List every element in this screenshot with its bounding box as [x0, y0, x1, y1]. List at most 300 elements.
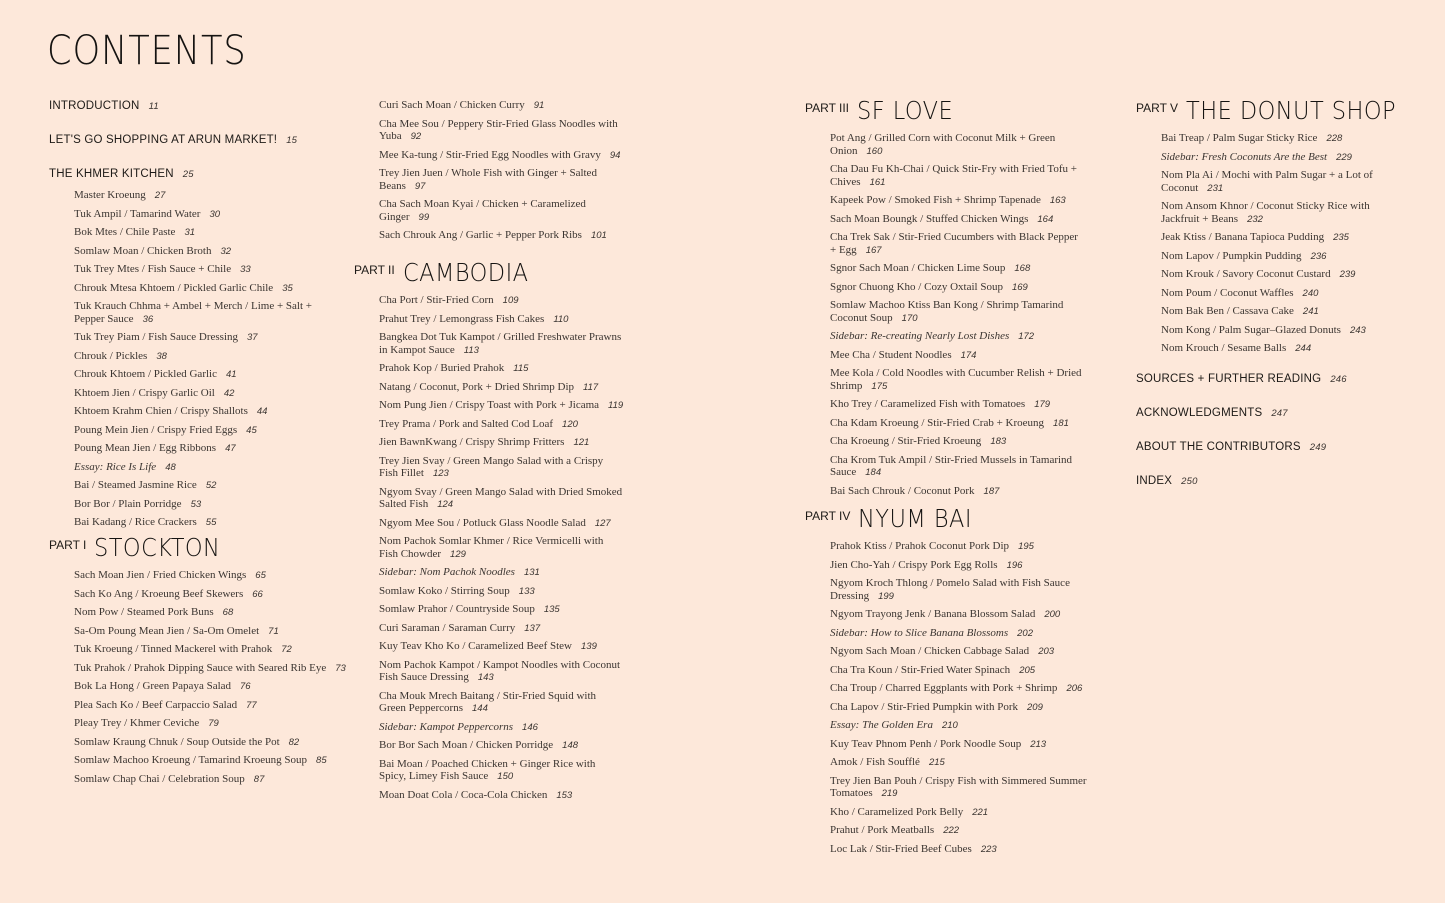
toc-entry-recipe[interactable] [74, 424, 324, 438]
toc-entry-recipe[interactable] [379, 603, 624, 617]
toc-entry-recipe[interactable] [74, 699, 359, 713]
page-number: 131 [523, 567, 540, 578]
entry-title: Tuk Krauch Chhma + Ambel + Merch / Lime + Salt + Pepper Sauce [74, 300, 312, 325]
toc-entry-recipe[interactable] [379, 436, 624, 450]
page-number: 48 [165, 461, 176, 473]
entry-label: ACKNOWLEDGMENTS [1136, 407, 1263, 419]
toc-entry-recipe[interactable] [379, 99, 624, 113]
toc-entry-essay[interactable] [379, 721, 624, 735]
part-label: PART I [49, 538, 87, 552]
toc-entry-recipe[interactable] [1161, 169, 1376, 195]
page-number: 199 [878, 590, 894, 602]
toc-entry-recipe[interactable] [74, 662, 359, 676]
toc-entry-recipe[interactable] [1161, 268, 1376, 282]
toc-entry-recipe[interactable] [830, 756, 1095, 770]
page-number: 246 [1330, 374, 1347, 385]
page-number: 15 [286, 135, 298, 146]
stockton-list [74, 569, 359, 791]
toc-entry-contributors[interactable] [1136, 441, 1326, 453]
page-number: 160 [866, 145, 883, 157]
entry-title: Kapeek Pow / Smoked Fish + Shrimp Tapenade [830, 194, 1041, 206]
entry-title: Tuk Trey Piam / Fish Sauce Dressing [74, 331, 239, 343]
entry-title: Trey Jien Juen / Whole Fish with Ginger + Salted Beans [379, 167, 597, 192]
entry-title: Tuk Trey Mtes / Fish Sauce + Chile [74, 263, 232, 275]
entry-title: Prahok Kop / Buried Prahok [379, 362, 505, 374]
page-number: 150 [497, 771, 514, 782]
entry-title: Somlaw Moan / Chicken Broth [74, 244, 212, 257]
entry-title: Bai Sach Chrouk / Coconut Pork [830, 484, 975, 497]
page-number: 168 [1014, 263, 1031, 274]
entry-title: Ngyom Kroch Thlong / Pomelo Salad with Fish Sauce Dressing [830, 577, 1070, 602]
page-number: 228 [1326, 133, 1343, 144]
toc-entry-recipe[interactable] [379, 313, 624, 327]
toc-entry-recipe[interactable] [74, 368, 324, 382]
page-number: 235 [1333, 232, 1349, 243]
toc-entry-recipe[interactable] [379, 381, 624, 395]
entry-title: Cha Lapov / Stir-Fried Pumpkin with Pork [830, 700, 1018, 713]
entry-title: Chrouk / Pickles [74, 349, 148, 362]
toc-entry-sources[interactable] [1136, 373, 1347, 385]
entry-title: Somlaw Machoo Kroeung / Tamarind Kroeung Soup [74, 754, 308, 766]
page-number: 206 [1066, 683, 1083, 694]
entry-title: Natang / Coconut, Pork + Dried Shrimp Dip [379, 380, 575, 393]
page-number: 174 [960, 349, 977, 361]
toc-entry-recipe[interactable] [1161, 250, 1376, 264]
toc-entry-recipe[interactable] [830, 132, 1085, 158]
entry-title: Cha Mouk Mrech Baitang / Stir-Fried Squid with Green Peppercorns [379, 689, 597, 714]
toc-entry-recipe[interactable] [830, 824, 1095, 838]
toc-entry-khmer-kitchen[interactable] [49, 168, 194, 180]
page-number: 144 [472, 703, 488, 714]
toc-entry-essay[interactable] [1161, 151, 1376, 165]
toc-entry-introduction[interactable] [49, 100, 159, 112]
toc-entry-recipe[interactable] [74, 300, 324, 326]
toc-entry-acknowledgments[interactable] [1136, 407, 1288, 419]
toc-entry-recipe[interactable] [379, 331, 624, 357]
toc-entry-recipe[interactable] [379, 455, 624, 481]
page-number: 42 [223, 387, 235, 399]
page-number: 121 [573, 437, 590, 448]
toc-entry-recipe[interactable] [379, 399, 624, 413]
entry-title: Nom Pachok Kampot / Kampot Noodles with Coconut Fish Sauce Dressing [379, 658, 621, 683]
toc-entry-recipe[interactable] [830, 608, 1095, 622]
page-number: 87 [253, 773, 265, 785]
toc-entry-recipe[interactable] [830, 435, 1085, 449]
part-name: NYUM BAI [858, 504, 973, 533]
page-number: 146 [522, 721, 538, 733]
page-number: 170 [901, 312, 918, 324]
toc-entry-recipe[interactable] [379, 659, 624, 685]
entry-title: Sidebar: Kampot Peppercorns [379, 720, 514, 733]
entry-title: Nom Pachok Somlar Khmer / Rice Vermicelli with Fish Chowder [379, 535, 604, 560]
page-number: 11 [148, 101, 159, 112]
entry-title: Mee Kola / Cold Noodles with Cucumber Relish + Dried Shrimp [830, 367, 1082, 392]
part-name: SF LOVE [857, 96, 954, 125]
toc-entry-recipe[interactable] [830, 645, 1095, 659]
toc-entry-recipe[interactable] [830, 262, 1085, 276]
donut-shop-list [1161, 132, 1376, 361]
toc-entry-recipe[interactable] [830, 843, 1095, 857]
page-number: 25 [182, 169, 194, 180]
entry-title: Somlaw Machoo Ktiss Ban Kong / Shrimp Tamarind Coconut Soup [830, 299, 1064, 324]
page-number: 153 [556, 789, 573, 801]
part-heading-sf-love [805, 96, 964, 125]
page-number: 115 [513, 363, 529, 374]
toc-entry-recipe[interactable] [379, 229, 624, 243]
entry-title: Amok / Fish Soufflé [830, 756, 920, 768]
toc-entry-recipe[interactable] [379, 294, 624, 308]
entry-title: Cha Kroeung / Stir-Fried Kroeung [830, 435, 982, 447]
toc-entry-recipe[interactable] [74, 498, 324, 512]
toc-entry-recipe[interactable] [74, 479, 324, 493]
toc-entry-recipe[interactable] [74, 625, 359, 639]
entry-title: Sidebar: Fresh Coconuts Are the Best [1161, 150, 1328, 163]
toc-entry-recipe[interactable] [830, 231, 1085, 257]
part-heading-stockton [49, 533, 235, 562]
entry-title: Ngyom Sach Moan / Chicken Cabbage Salad [830, 645, 1030, 657]
page-number: 45 [246, 424, 257, 436]
toc-entry-recipe[interactable] [74, 717, 359, 731]
toc-entry-recipe[interactable] [830, 349, 1085, 363]
toc-entry-recipe[interactable] [379, 418, 624, 432]
toc-entry-recipe[interactable] [74, 680, 359, 694]
toc-entry-essay[interactable] [379, 566, 624, 580]
toc-entry-recipe[interactable] [830, 417, 1085, 431]
page-number: 243 [1349, 324, 1366, 336]
page-number: 31 [184, 227, 196, 238]
toc-entry-recipe[interactable] [379, 622, 624, 636]
toc-entry-index[interactable] [1136, 475, 1198, 487]
toc-entry-recipe[interactable] [74, 331, 324, 345]
nyum-bai-list [830, 540, 1095, 861]
page-number: 172 [1018, 331, 1035, 342]
page-number: 85 [316, 755, 327, 766]
entry-title: Kho / Caramelized Pork Belly [830, 805, 964, 818]
page-number: 163 [1049, 195, 1066, 206]
toc-entry-recipe[interactable] [1161, 231, 1376, 245]
page-number: 99 [418, 211, 430, 223]
entry-title: Khtoem Jien / Crispy Garlic Oil [74, 386, 215, 399]
toc-entry-recipe[interactable] [830, 775, 1095, 801]
part-label: PART IV [805, 509, 851, 523]
entry-label: INTRODUCTION [49, 100, 140, 112]
page-number: 219 [881, 788, 898, 799]
page-number: 137 [524, 622, 541, 634]
entry-title: Trey Prama / Pork and Salted Cod Loaf [379, 417, 554, 430]
entry-title: Nom Poum / Coconut Waffles [1161, 286, 1294, 299]
toc-entry-essay[interactable] [830, 627, 1095, 641]
toc-entry-essay[interactable] [74, 461, 324, 475]
page-number: 135 [543, 604, 560, 615]
entry-title: Sgnor Sach Moan / Chicken Lime Soup [830, 262, 1006, 274]
entry-title: Cha Krom Tuk Ampil / Stir-Fried Mussels in Tamarind Sauce [830, 453, 1073, 478]
entry-title: Nom Pow / Steamed Pork Buns [74, 606, 214, 618]
toc-entry-recipe[interactable] [379, 362, 624, 376]
page-number: 200 [1044, 609, 1061, 620]
toc-entry-recipe[interactable] [379, 149, 624, 163]
toc-entry-recipe[interactable] [74, 189, 324, 203]
page-number: 120 [562, 418, 578, 430]
page-number: 169 [1011, 281, 1028, 293]
page-number: 164 [1037, 213, 1054, 225]
toc-entry-recipe[interactable] [379, 486, 624, 512]
entry-title: Bai Treap / Palm Sugar Sticky Rice [1161, 132, 1318, 144]
entry-title: Somlaw Chap Chai / Celebration Soup [74, 772, 245, 785]
page-number: 175 [871, 380, 888, 392]
entry-title: Sach Moan Boungk / Stuffed Chicken Wings [830, 212, 1029, 225]
entry-title: Cha Troup / Charred Eggplants with Pork + Shrimp [830, 682, 1058, 694]
page-number: 38 [156, 350, 167, 362]
toc-entry-recipe[interactable] [379, 758, 624, 784]
toc-entry-recipe[interactable] [379, 167, 624, 193]
part-name: CAMBODIA [402, 258, 529, 287]
toc-entry-recipe[interactable] [830, 163, 1085, 189]
page-number: 76 [240, 681, 251, 692]
entry-title: Bor Bor Sach Moan / Chicken Porridge [379, 739, 554, 751]
entry-title: Bai Moan / Poached Chicken + Ginger Rice with Spicy, Limey Fish Sauce [379, 757, 596, 782]
toc-entry-recipe[interactable] [830, 559, 1095, 573]
toc-entry-recipe[interactable] [74, 245, 324, 259]
page-number: 27 [154, 190, 166, 201]
toc-entry-recipe[interactable] [379, 640, 624, 654]
entry-title: Tuk Ampil / Tamarind Water [74, 207, 201, 220]
entry-title: Bok Mtes / Chile Paste [74, 226, 176, 238]
toc-entry-recipe[interactable] [830, 398, 1085, 412]
toc-entry-essay[interactable] [830, 330, 1085, 344]
toc-entry-recipe[interactable] [830, 701, 1095, 715]
entry-title: Poung Mein Jien / Crispy Fried Eggs [74, 423, 238, 436]
page-number: 72 [281, 644, 292, 655]
page-number: 231 [1207, 182, 1224, 194]
page-number: 195 [1018, 541, 1034, 552]
entry-title: Bai Kadang / Rice Crackers [74, 516, 197, 528]
page-number: 73 [335, 662, 346, 674]
toc-entry-recipe[interactable] [830, 664, 1095, 678]
toc-entry-recipe[interactable] [74, 754, 359, 768]
page-number: 240 [1302, 287, 1319, 299]
entry-title: Sach Ko Ang / Kroeung Beef Skewers [74, 587, 244, 600]
toc-entry-recipe[interactable] [379, 198, 624, 224]
toc-entry-recipe[interactable] [74, 208, 324, 222]
page-number: 101 [590, 230, 607, 241]
entry-title: Ngyom Svay / Green Mango Salad with Dried Smoked Salted Fish [379, 485, 623, 510]
entry-title: Curi Saraman / Saraman Curry [379, 621, 516, 634]
toc-entry-recipe[interactable] [830, 299, 1085, 325]
entry-title: Master Kroeung [74, 189, 146, 201]
toc-entry-recipe[interactable] [74, 643, 359, 657]
page-number: 30 [209, 208, 221, 220]
entry-title: Moan Doat Cola / Coca-Cola Chicken [379, 788, 548, 801]
entry-title: Loc Lak / Stir-Fried Beef Cubes [830, 842, 972, 855]
toc-entry-recipe[interactable] [74, 606, 359, 620]
part-heading-cambodia [354, 258, 542, 287]
entry-title: Bangkea Dot Tuk Kampot / Grilled Freshwater Prawns in Kampot Sauce [379, 331, 622, 356]
toc-entry-recipe[interactable] [1161, 200, 1376, 226]
entry-title: Nom Ansom Khnor / Coconut Sticky Rice with Jackfruit + Beans [1161, 200, 1370, 225]
toc-entry-recipe[interactable] [830, 485, 1085, 499]
entry-label: ABOUT THE CONTRIBUTORS [1136, 441, 1301, 453]
page-number: 183 [990, 436, 1007, 447]
entry-title: Sach Chrouk Ang / Garlic + Pepper Pork Ribs [379, 229, 582, 241]
entry-title: Tuk Prahok / Prahok Dipping Sauce with Seared Rib Eye [74, 661, 327, 674]
toc-entry-recipe[interactable] [379, 739, 624, 753]
page-number: 139 [581, 641, 597, 652]
toc-entry-recipe[interactable] [74, 442, 324, 456]
page-number: 205 [1019, 664, 1036, 676]
entry-title: Sa-Om Poung Mean Jien / Sa-Om Omelet [74, 624, 260, 637]
entry-title: Sidebar: How to Slice Banana Blossoms [830, 626, 1009, 639]
entry-title: Mee Ka-tung / Stir-Fried Egg Noodles with Gravy [379, 148, 601, 161]
page-number: 244 [1295, 343, 1312, 354]
toc-entry-recipe[interactable] [1161, 305, 1376, 319]
toc-entry-recipe[interactable] [379, 535, 624, 561]
toc-entry-recipe[interactable] [830, 194, 1085, 208]
entry-title: Kuy Teav Kho Ko / Caramelized Beef Stew [379, 640, 572, 652]
entry-title: Curi Sach Moan / Chicken Curry [379, 99, 525, 111]
page-number: 215 [928, 757, 945, 768]
toc-entry-recipe[interactable] [74, 350, 324, 364]
entry-title: Trey Jien Ban Pouh / Crispy Fish with Simmered Summer Tomatoes [830, 774, 1087, 799]
toc-entry-recipe[interactable] [830, 577, 1095, 603]
entry-title: Khtoem Krahm Chien / Crispy Shallots [74, 405, 248, 417]
part-label: PART III [805, 101, 850, 115]
page-number: 221 [972, 806, 989, 818]
page-number: 110 [553, 313, 569, 325]
page-number: 181 [1053, 417, 1069, 429]
toc-entry-essay[interactable] [830, 719, 1095, 733]
page-number: 247 [1271, 408, 1288, 419]
entry-title: Sidebar: Re-creating Nearly Lost Dishes [830, 330, 1010, 342]
page-number: 161 [869, 176, 886, 188]
entry-title: Kuy Teav Phnom Penh / Pork Noodle Soup [830, 737, 1022, 750]
toc-entry-recipe[interactable] [830, 738, 1095, 752]
page-number: 79 [208, 718, 219, 729]
entry-title: Nom Krouch / Sesame Balls [1161, 342, 1287, 354]
toc-entry-recipe[interactable] [379, 118, 624, 144]
entry-title: Essay: The Golden Era [830, 719, 933, 731]
entry-title: Jien BawnKwang / Crispy Shrimp Fritters [379, 436, 565, 448]
page-number: 127 [594, 517, 611, 529]
toc-entry-recipe[interactable] [379, 585, 624, 599]
entry-title: Cha Port / Stir-Fried Corn [379, 294, 494, 306]
sf-love-list [830, 132, 1085, 503]
page-number: 92 [410, 131, 422, 142]
page-number: 82 [288, 736, 300, 748]
page-number: 143 [477, 672, 494, 683]
entry-title: Plea Sach Ko / Beef Carpaccio Salad [74, 698, 238, 711]
toc-entry-recipe[interactable] [74, 773, 359, 787]
page-number: 232 [1247, 213, 1263, 225]
entry-title: Trey Jien Svay / Green Mango Salad with a Crispy Fish Fillet [379, 454, 604, 479]
entry-title: Sgnor Chuong Kho / Cozy Oxtail Soup [830, 280, 1003, 293]
entry-title: Chrouk Mtesa Khtoem / Pickled Garlic Chile [74, 281, 274, 294]
entry-title: Prahut Trey / Lemongrass Fish Cakes [379, 312, 545, 325]
toc-entry-recipe[interactable] [830, 682, 1095, 696]
page-number: 32 [220, 245, 232, 257]
page-number: 44 [256, 406, 268, 417]
entry-title: Sach Moan Jien / Fried Chicken Wings [74, 569, 247, 581]
entry-title: Ngyom Mee Sou / Potluck Glass Noodle Salad [379, 516, 586, 529]
entry-title: Bor Bor / Plain Porridge [74, 497, 182, 510]
toc-entry-recipe[interactable] [379, 690, 624, 716]
page-number: 124 [437, 499, 454, 510]
stockton-continued-list [379, 99, 624, 248]
toc-entry-recipe[interactable] [830, 367, 1085, 393]
toc-entry-shopping[interactable] [49, 134, 297, 146]
page-number: 71 [268, 625, 279, 637]
part-label: PART V [1136, 101, 1179, 115]
page-number: 123 [432, 468, 449, 479]
page-number: 249 [1309, 442, 1327, 453]
page-number: 35 [282, 282, 293, 294]
part-name: THE DONUT SHOP [1186, 96, 1397, 125]
entry-label: INDEX [1136, 475, 1173, 487]
entry-title: Pot Ang / Grilled Corn with Coconut Milk + Green Onion [830, 132, 1056, 157]
toc-entry-recipe[interactable] [74, 387, 324, 401]
toc-entry-recipe[interactable] [830, 806, 1095, 820]
part-label: PART II [354, 263, 395, 277]
entry-title: Bok La Hong / Green Papaya Salad [74, 680, 232, 692]
toc-entry-recipe[interactable] [1161, 324, 1376, 338]
toc-entry-recipe[interactable] [74, 569, 359, 583]
page-number: 250 [1181, 476, 1198, 487]
page-number: 133 [518, 585, 535, 597]
toc-entry-recipe[interactable] [74, 263, 324, 277]
toc-entry-recipe[interactable] [830, 281, 1085, 295]
page-number: 94 [609, 149, 621, 161]
toc-entry-recipe[interactable] [1161, 132, 1376, 146]
toc-entry-recipe[interactable] [379, 789, 624, 803]
toc-entry-recipe[interactable] [74, 405, 324, 419]
toc-entry-recipe[interactable] [74, 736, 359, 750]
page-number: 113 [463, 344, 479, 356]
entry-title: Cha Kdam Kroeung / Stir-Fried Crab + Kroeung [830, 416, 1045, 429]
page-number: 209 [1027, 701, 1043, 713]
page-number: 55 [205, 517, 217, 528]
page-number: 117 [583, 381, 599, 393]
entry-title: Sidebar: Nom Pachok Noodles [379, 566, 515, 578]
toc-entry-recipe[interactable] [830, 454, 1085, 480]
entry-title: Jien Cho-Yah / Crispy Pork Egg Rolls [830, 558, 998, 571]
toc-entry-recipe[interactable] [74, 226, 324, 240]
toc-entry-recipe[interactable] [74, 588, 359, 602]
page-number: 241 [1302, 306, 1319, 317]
toc-entry-recipe[interactable] [74, 282, 324, 296]
entry-title: Somlaw Prahor / Countryside Soup [379, 603, 535, 615]
entry-title: Jeak Ktiss / Banana Tapioca Pudding [1161, 231, 1325, 243]
entry-title: Nom Pla Ai / Mochi with Palm Sugar + a Lot of Coconut [1161, 169, 1373, 194]
entry-title: Cha Trek Sak / Stir-Fried Cucumbers with Black Pepper + Egg [830, 231, 1078, 256]
toc-entry-recipe[interactable] [830, 540, 1095, 554]
toc-entry-recipe[interactable] [1161, 287, 1376, 301]
cambodia-list [379, 294, 624, 807]
entry-title: Cha Tra Koun / Stir-Fried Water Spinach [830, 663, 1011, 676]
page-number: 167 [865, 244, 882, 256]
toc-entry-recipe[interactable] [1161, 342, 1376, 356]
page-number: 65 [255, 570, 266, 581]
toc-entry-recipe[interactable] [830, 213, 1085, 227]
toc-entry-recipe[interactable] [74, 516, 324, 530]
entry-title: Nom Pung Jien / Crispy Toast with Pork + Jicama [379, 399, 600, 411]
page-number: 33 [240, 264, 251, 275]
entry-title: Bai / Steamed Jasmine Rice [74, 479, 197, 491]
page-number: 53 [190, 498, 202, 510]
page-number: 203 [1038, 646, 1055, 657]
entry-title: Cha Dau Fu Kh-Chai / Quick Stir-Fry with Fried Tofu + Chives [830, 163, 1077, 188]
entry-title: Somlaw Koko / Stirring Soup [379, 584, 510, 597]
toc-entry-recipe[interactable] [379, 517, 624, 531]
page-number: 77 [246, 699, 257, 711]
